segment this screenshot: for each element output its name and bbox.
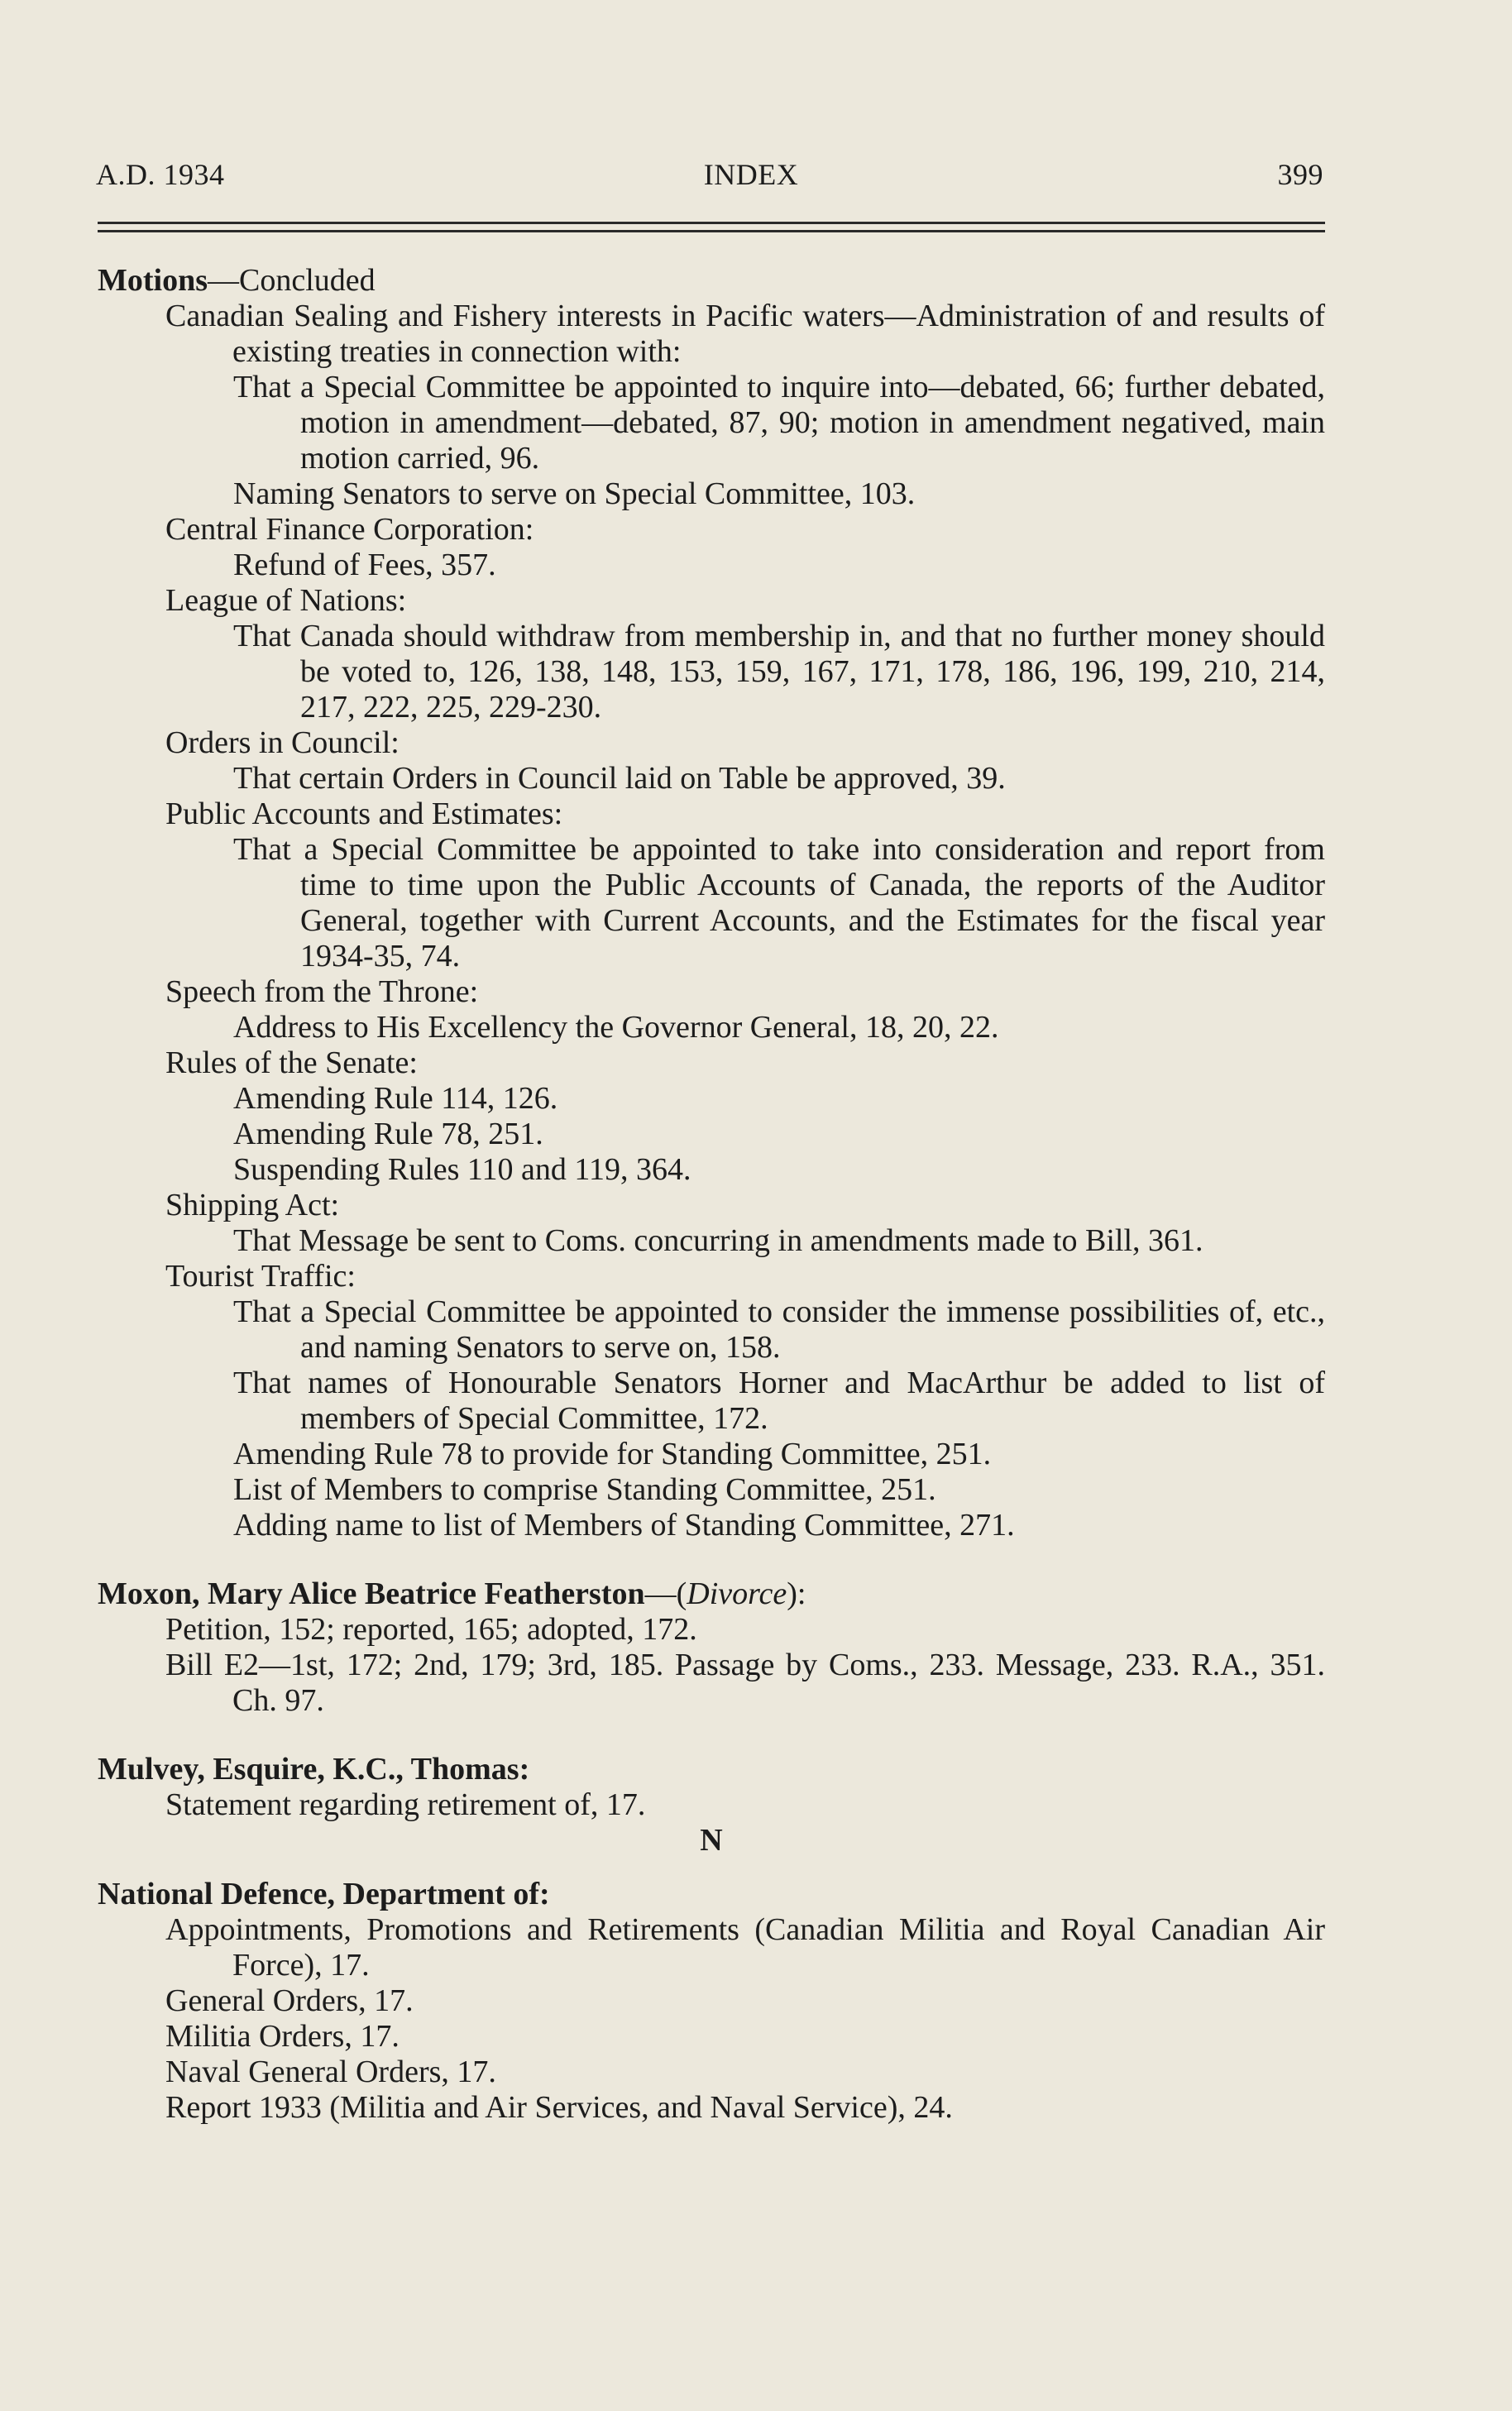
index-subsubentry: That a Special Committee be appointed to take into consideration and report from time to time upon the Public Accounts of Canada, the reports of the Auditor General, together with Current Accounts, and the Estimates for the fiscal year 1934-35, 74. <box>233 832 1325 973</box>
motions-lines <box>98 299 1325 1543</box>
index-subentry: Orders in Council: <box>165 725 400 760</box>
index-subentry: Report 1933 (Militia and Air Services, and Naval Service), 24. <box>165 2090 953 2125</box>
index-subentry: Militia Orders, 17. <box>165 2019 400 2054</box>
moxon-lines <box>98 1612 1325 1719</box>
index-subentry: Petition, 152; reported, 165; adopted, 172. <box>165 1612 697 1647</box>
heading-text: Mulvey, Esquire, K.C., Thomas: <box>98 1752 530 1787</box>
heading-suffix: —Concluded <box>208 263 376 298</box>
heading-text: National Defence, Department of: <box>98 1877 550 1911</box>
index-subsubentry: Suspending Rules 110 and 119, 364. <box>233 1152 691 1187</box>
index-subsubentry: List of Members to comprise Standing Committee, 251. <box>233 1472 936 1507</box>
index-subentry: Canadian Sealing and Fishery interests in Pacific waters—Administration of and results of existing treaties in connection with: <box>165 299 1325 369</box>
index-subsubentry: That a Special Committee be appointed to consider the immense possibilities of, etc., and naming Senators to serve on, 158. <box>233 1294 1325 1365</box>
header-rule-top <box>98 222 1325 224</box>
index-subsubentry: That Canada should withdraw from membership in, and that no further money should be voted to, 126, 138, 148, 153, 159, 167, 171, 178, 186, 196, 199, 210, 214, 217, 222, 225, 229-230. <box>233 619 1325 725</box>
heading-paren-close: ): <box>787 1576 806 1611</box>
index-subentry: General Orders, 17. <box>165 1983 414 2018</box>
index-subsubentry: Amending Rule 78, 251. <box>233 1117 543 1151</box>
index-subsubentry: Amending Rule 78 to provide for Standing Committee, 251. <box>233 1437 992 1471</box>
index-subentry: Rules of the Senate: <box>165 1045 418 1080</box>
index-subsubentry: Naming Senators to serve on Special Committee, 103. <box>233 476 916 511</box>
index-subsubentry: That a Special Committee be appointed to inquire into—debated, 66; further debated, motion in amendment—debated, 87, 90; motion in amendment negatived, main motion carried, 96. <box>233 370 1325 476</box>
running-head <box>96 157 1323 192</box>
entry-heading <box>98 263 1325 299</box>
entry-national-defence <box>98 1877 1325 2126</box>
heading-text: Moxon, Mary Alice Beatrice Featherston <box>98 1576 645 1611</box>
index-subentry: League of Nations: <box>165 583 407 618</box>
index-subentry: Statement regarding retirement of, 17. <box>165 1787 646 1822</box>
entry-mulvey <box>98 1752 1325 1823</box>
index-content <box>98 263 1325 2126</box>
index-subentry: Tourist Traffic: <box>165 1259 356 1294</box>
index-subsubentry: That certain Orders in Council laid on Table be approved, 39. <box>233 761 1006 796</box>
mulvey-lines <box>98 1787 1325 1823</box>
national-defence-lines <box>98 1912 1325 2126</box>
index-subsubentry: That names of Honourable Senators Horner and MacArthur be added to list of members of Special Committee, 172. <box>233 1366 1325 1436</box>
heading-italic: Divorce <box>687 1576 787 1611</box>
header-date: A.D. 1934 <box>96 158 225 191</box>
index-subentry: Bill E2—1st, 172; 2nd, 179; 3rd, 185. Passage by Coms., 233. Message, 233. R.A., 351. Ch. 97. <box>165 1648 1325 1718</box>
heading-dash: — <box>644 1576 677 1611</box>
header-rule-bottom <box>98 230 1325 232</box>
entry-moxon <box>98 1576 1325 1719</box>
page-number: 399 <box>1277 158 1323 191</box>
entry-motions <box>98 263 1325 1543</box>
index-subentry: Shipping Act: <box>165 1188 340 1222</box>
index-subsubentry: Adding name to list of Members of Standing Committee, 271. <box>233 1508 1015 1543</box>
heading-text: Motions <box>98 263 208 298</box>
header-title: INDEX <box>703 158 799 191</box>
entry-heading <box>98 1576 1325 1612</box>
section-letter: N <box>700 1823 723 1858</box>
index-subentry: Central Finance Corporation: <box>165 512 534 547</box>
index-subsubentry: Amending Rule 114, 126. <box>233 1081 558 1116</box>
index-subsubentry: Refund of Fees, 357. <box>233 548 496 582</box>
index-subentry: Naval General Orders, 17. <box>165 2055 496 2089</box>
index-subentry: Appointments, Promotions and Retirements (Canadian Militia and Royal Canadian Air Force), 17. <box>165 1912 1325 1983</box>
index-subsubentry: That Message be sent to Coms. concurring in amendments made to Bill, 361. <box>233 1223 1203 1258</box>
index-subentry: Speech from the Throne: <box>165 974 479 1009</box>
index-subsubentry: Address to His Excellency the Governor General, 18, 20, 22. <box>233 1010 999 1045</box>
index-subentry: Public Accounts and Estimates: <box>165 796 563 831</box>
heading-paren-open: ( <box>676 1576 687 1611</box>
